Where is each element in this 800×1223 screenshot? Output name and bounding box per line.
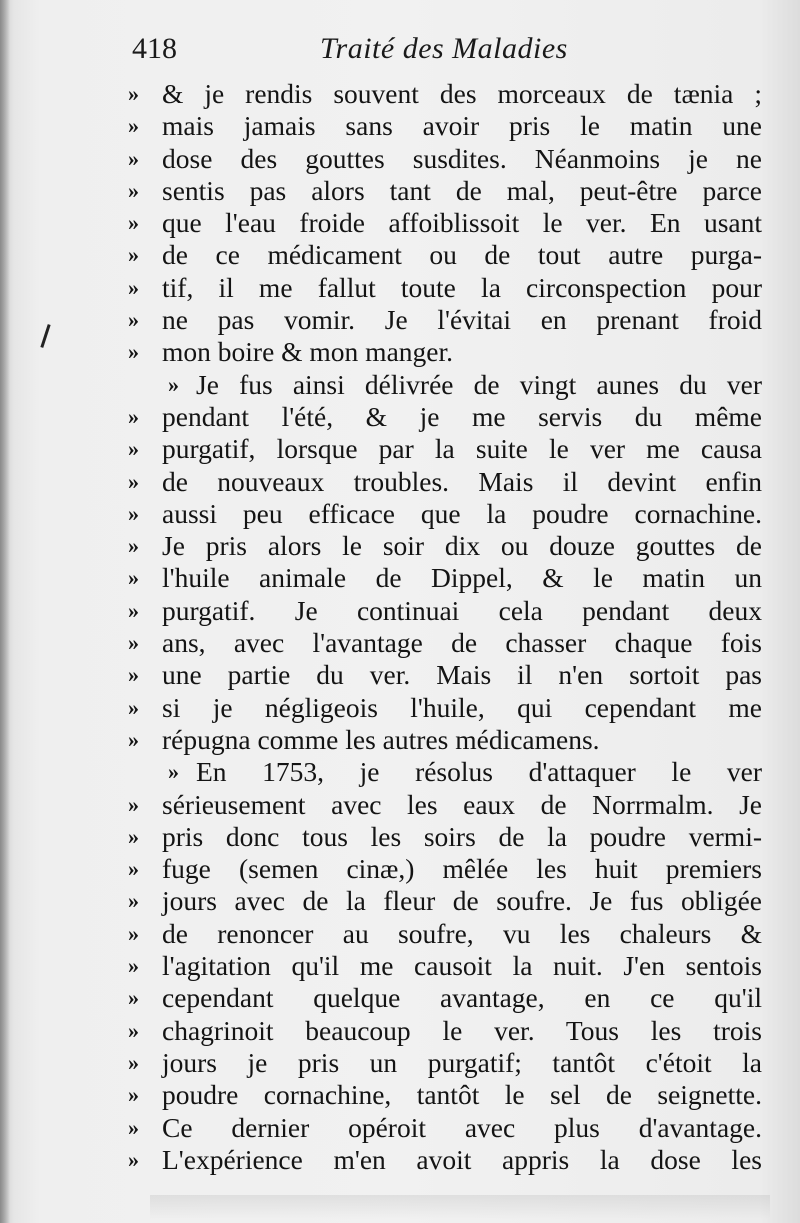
line-text: L'expérience m'en avoit appris la dose les — [162, 1143, 762, 1175]
text-line — [128, 498, 768, 530]
line-text: l'huile animale de Dippel, & le matin un — [162, 562, 762, 594]
quote-mark: » — [128, 500, 139, 526]
quote-mark: » — [128, 1049, 139, 1075]
line-text: Je fus ainsi délivrée de vingt aunes du ver — [196, 368, 762, 400]
line-text: mais jamais sans avoir pris le matin une — [162, 110, 762, 142]
text-line — [128, 724, 768, 756]
page-number: 418 — [132, 32, 177, 65]
quote-mark: » — [128, 274, 139, 300]
quote-mark: » — [128, 888, 139, 914]
line-text: ne pas vomir. Je l'évitai en prenant froid — [162, 304, 762, 336]
text-line — [128, 595, 768, 627]
line-text: aussi peu efficace que la poudre cornachine. — [162, 497, 762, 529]
line-text: chagrinoit beaucoup le ver. Tous les trois — [162, 1014, 762, 1046]
quote-mark: » — [128, 307, 139, 333]
text-line — [128, 272, 768, 304]
line-text: l'agitation qu'il me causoit la nuit. J'en sentois — [162, 950, 762, 982]
text-line — [128, 821, 768, 853]
quote-mark: » — [128, 1082, 139, 1108]
running-title: Traité des Maladies — [320, 32, 568, 65]
quote-mark: » — [128, 856, 139, 882]
quote-mark: » — [128, 662, 139, 688]
line-text: purgatif, lorsque par la suite le ver me causa — [162, 433, 762, 465]
quote-mark: » — [128, 242, 139, 268]
text-line — [128, 530, 768, 562]
text-line — [128, 466, 768, 498]
quote-mark: » — [128, 565, 139, 591]
line-text: purgatif. Je continuai cela pendant deux — [162, 594, 762, 626]
line-text: Ce dernier opéroit avec plus d'avantage. — [162, 1111, 762, 1143]
text-line — [128, 143, 768, 175]
page-gutter-shadow — [0, 0, 10, 1223]
text-line — [128, 853, 768, 885]
text-line — [128, 1015, 768, 1047]
body-text — [128, 78, 768, 1176]
quote-mark: » — [128, 985, 139, 1011]
line-text: Je pris alors le soir dix ou douze gouttes de — [162, 530, 762, 562]
text-line — [128, 789, 768, 821]
line-text: mon boire & mon manger. — [162, 336, 453, 368]
text-line — [128, 1047, 768, 1079]
quote-mark: » — [128, 1146, 139, 1172]
text-line — [128, 78, 768, 110]
line-text: si je négligeois l'huile, qui cependant me — [162, 691, 762, 723]
line-text: tif, il me fallut toute la circonspection pour — [162, 271, 762, 303]
line-text: de renoncer au soufre, vu les chaleurs & — [162, 917, 762, 949]
text-line — [128, 1079, 768, 1111]
line-text: jours je pris un purgatif; tantôt c'étoit la — [162, 1046, 762, 1078]
line-text: & je rendis souvent des morceaux de tænia ; — [162, 78, 762, 109]
line-text: En 1753, je résolus d'attaquer le ver — [196, 756, 762, 788]
quote-mark: » — [128, 791, 139, 817]
running-head — [130, 30, 770, 74]
line-text: sentis pas alors tant de mal, peut-être parce — [162, 174, 762, 206]
text-line — [128, 239, 768, 271]
text-line — [128, 692, 768, 724]
line-text: cependant quelque avantage, en ce qu'il — [162, 982, 762, 1014]
quote-mark: » — [128, 1114, 139, 1140]
line-text: sérieusement avec les eaux de Norrmalm. Je — [162, 788, 762, 820]
text-line — [128, 885, 768, 917]
quote-mark: » — [168, 759, 179, 785]
line-text: dose des gouttes susdites. Néanmoins je ne — [162, 142, 762, 174]
text-line — [128, 1144, 768, 1176]
quote-mark: » — [128, 468, 139, 494]
line-text: répugna comme les autres médicamens. — [162, 723, 600, 755]
text-line — [128, 659, 768, 691]
text-line — [128, 207, 768, 239]
quote-mark: » — [168, 371, 179, 397]
quote-mark: » — [128, 597, 139, 623]
text-line — [128, 336, 768, 368]
text-line — [128, 433, 768, 465]
quote-mark: » — [128, 694, 139, 720]
line-text: de ce médicament ou de tout autre purga- — [162, 239, 762, 271]
text-line — [128, 110, 768, 142]
quote-mark: » — [128, 1017, 139, 1043]
quote-mark: » — [128, 81, 139, 106]
line-text: que l'eau froide affoiblissoit le ver. En usant — [162, 207, 762, 239]
text-line — [128, 562, 768, 594]
quote-mark: » — [128, 630, 139, 656]
line-text: ans, avec l'avantage de chasser chaque fois — [162, 627, 762, 659]
text-line — [128, 304, 768, 336]
text-line — [128, 175, 768, 207]
quote-mark: » — [128, 113, 139, 139]
quote-mark: » — [128, 823, 139, 849]
quote-mark: » — [128, 339, 139, 365]
text-line — [128, 756, 768, 788]
text-line — [128, 950, 768, 982]
quote-mark: » — [128, 177, 139, 203]
quote-mark: » — [128, 403, 139, 429]
quote-mark: » — [128, 726, 139, 752]
line-text: une partie du ver. Mais il n'en sortoit pas — [162, 659, 762, 691]
quote-mark: » — [128, 210, 139, 236]
line-text: pris donc tous les soirs de la poudre vermi- — [162, 820, 762, 852]
line-text: de nouveaux troubles. Mais il devint enfin — [162, 465, 762, 497]
quote-mark: » — [128, 436, 139, 462]
quote-mark: » — [128, 145, 139, 171]
text-line — [128, 369, 768, 401]
text-line — [128, 1112, 768, 1144]
text-line — [128, 982, 768, 1014]
text-line — [128, 918, 768, 950]
margin-pencil-mark — [40, 324, 50, 348]
line-text: pendant l'été, & je me servis du même — [162, 400, 762, 432]
quote-mark: » — [128, 533, 139, 559]
text-line — [128, 627, 768, 659]
line-text: poudre cornachine, tantôt le sel de seignette. — [162, 1079, 762, 1111]
quote-mark: » — [128, 920, 139, 946]
line-text: jours avec de la fleur de soufre. Je fus obligée — [162, 885, 762, 917]
line-text: fuge (semen cinæ,) mêlée les huit premiers — [162, 853, 762, 885]
text-line — [128, 401, 768, 433]
show-through-bleed — [150, 1195, 770, 1219]
quote-mark: » — [128, 953, 139, 979]
